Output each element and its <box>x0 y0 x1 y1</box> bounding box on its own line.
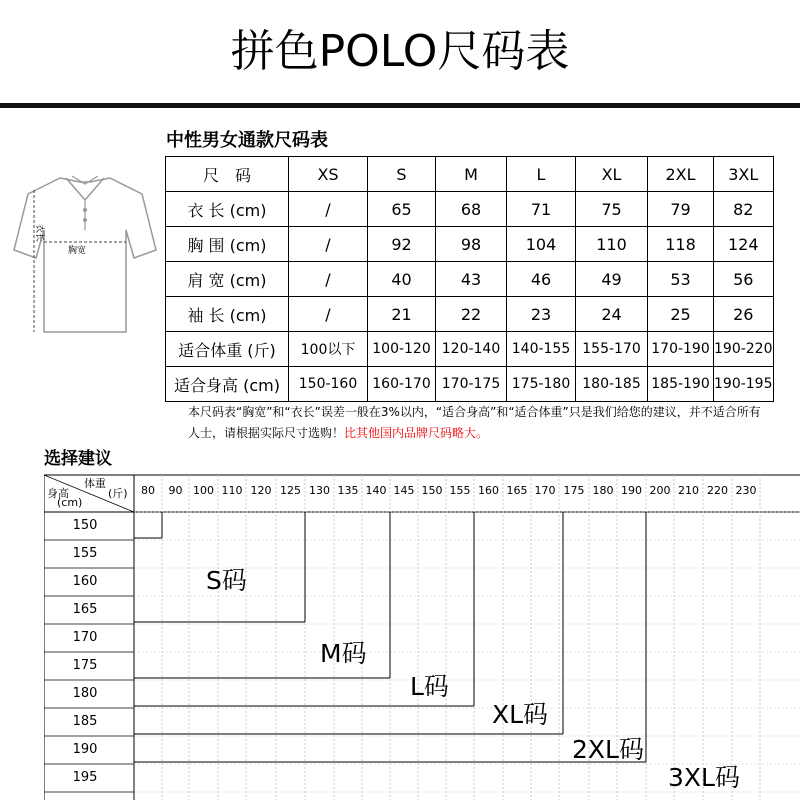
table-cell: 75 <box>576 192 648 227</box>
weight-tick-label: 135 <box>337 484 359 497</box>
table-cell: 71 <box>507 192 576 227</box>
weight-tick-label: 130 <box>309 484 330 497</box>
table-cell: 120-140 <box>436 332 507 367</box>
shirt-length-label: 衣长 <box>34 224 44 243</box>
weight-tick-label: 140 <box>365 484 387 497</box>
table-cell: 56 <box>714 262 774 297</box>
height-unit-label: (cm) <box>57 496 83 509</box>
table-cell: 150-160 <box>289 367 368 402</box>
height-tick-label: 155 <box>72 546 98 561</box>
table-cell: / <box>289 262 368 297</box>
table-header-cell: 2XL <box>648 157 714 192</box>
table-cell: / <box>289 227 368 262</box>
table-header-cell: S <box>368 157 436 192</box>
height-tick-label: 180 <box>72 686 98 701</box>
note-text: 本尺码表“胸宽”和“衣长”误差一般在3%以内，“适合身高”和“适合体重”只是我们给您的建议，并不适合所有人士，请根据实际尺寸选购！ <box>188 405 761 440</box>
size-table <box>165 156 774 402</box>
table-cell: 185-190 <box>648 367 714 402</box>
table-row <box>166 192 774 227</box>
table-cell: 衣 长 (cm) <box>166 192 289 227</box>
note-highlight: 比其他国内品牌尺码略大。 <box>344 426 489 440</box>
table-cell: / <box>289 192 368 227</box>
table-cell: 170-175 <box>436 367 507 402</box>
table-cell: 98 <box>436 227 507 262</box>
table-cell: 49 <box>576 262 648 297</box>
table-cell: 22 <box>436 297 507 332</box>
weight-tick-label: 170 <box>534 484 556 497</box>
zone-label-2xl: 2XL码 <box>572 735 644 764</box>
table-row <box>166 367 774 402</box>
table-cell: 适合身高 (cm) <box>166 367 289 402</box>
weight-tick-label: 210 <box>678 484 699 497</box>
table-header-cell: L <box>507 157 576 192</box>
height-header-label: 身高 <box>47 487 69 500</box>
zone-label-s: S码 <box>206 566 247 595</box>
table-header-row <box>166 157 774 192</box>
table-cell: 180-185 <box>576 367 648 402</box>
table-header-cell: M <box>436 157 507 192</box>
weight-tick-label: 160 <box>478 484 499 497</box>
table-cell: 175-180 <box>507 367 576 402</box>
table-row <box>166 262 774 297</box>
weight-tick-label: 220 <box>707 484 728 497</box>
weight-tick-label: 165 <box>506 484 528 497</box>
table-cell: 170-190 <box>648 332 714 367</box>
table-cell: 92 <box>368 227 436 262</box>
zone-label-xl: XL码 <box>492 700 549 729</box>
table-cell: 79 <box>648 192 714 227</box>
table-cell: 46 <box>507 262 576 297</box>
weight-tick-label: 90 <box>168 484 183 497</box>
weight-tick-label: 100 <box>193 484 214 497</box>
table-cell: / <box>289 297 368 332</box>
height-tick-label: 195 <box>72 770 98 785</box>
table-cell: 110 <box>576 227 648 262</box>
table-cell: 118 <box>648 227 714 262</box>
weight-tick-label: 190 <box>621 484 642 497</box>
height-tick-label: 170 <box>72 630 98 645</box>
table-header-cell: 3XL <box>714 157 774 192</box>
table-cell: 26 <box>714 297 774 332</box>
table-cell: 25 <box>648 297 714 332</box>
table-header-cell: XS <box>289 157 368 192</box>
shirt-chest-label: 胸宽 <box>68 246 87 256</box>
table-cell: 袖 长 (cm) <box>166 297 289 332</box>
weight-tick-label: 200 <box>649 484 671 497</box>
table-row <box>166 227 774 262</box>
table-cell: 68 <box>436 192 507 227</box>
table-cell: 190-220 <box>714 332 774 367</box>
table-cell: 肩 宽 (cm) <box>166 262 289 297</box>
zone-label-l: L码 <box>410 672 449 701</box>
size-selection-chart <box>44 470 800 800</box>
height-tick-label: 175 <box>72 658 98 673</box>
table-cell: 23 <box>507 297 576 332</box>
weight-tick-label: 145 <box>393 484 415 497</box>
weight-tick-label: 80 <box>141 484 155 497</box>
table-row <box>166 332 774 367</box>
table-cell: 124 <box>714 227 774 262</box>
page-title: 拼色POLO尺码表 <box>230 26 570 77</box>
table-cell: 82 <box>714 192 774 227</box>
table-cell: 65 <box>368 192 436 227</box>
table-header-cell: 尺 码 <box>166 157 289 192</box>
height-tick-label: 160 <box>72 574 98 589</box>
table-cell: 160-170 <box>368 367 436 402</box>
weight-tick-label: 155 <box>449 484 471 497</box>
table-cell: 104 <box>507 227 576 262</box>
title-divider <box>0 103 800 108</box>
size-note <box>188 402 768 444</box>
polo-shirt-diagram <box>10 172 160 342</box>
table-cell: 100以下 <box>289 332 368 367</box>
zone-label-3xl: 3XL码 <box>668 763 740 792</box>
weight-tick-label: 150 <box>421 484 443 497</box>
table-cell: 100-120 <box>368 332 436 367</box>
height-tick-label: 150 <box>72 518 98 533</box>
table-cell: 21 <box>368 297 436 332</box>
weight-tick-label: 180 <box>592 484 614 497</box>
table-cell: 24 <box>576 297 648 332</box>
size-table-title: 中性男女通款尺码表 <box>166 130 328 151</box>
table-row <box>166 297 774 332</box>
weight-tick-label: 120 <box>250 484 272 497</box>
weight-tick-label: 125 <box>280 484 301 497</box>
height-tick-label: 190 <box>72 742 98 757</box>
weight-header-label: 体重 <box>84 477 106 490</box>
table-cell: 53 <box>648 262 714 297</box>
height-tick-label: 165 <box>72 602 98 617</box>
table-cell: 140-155 <box>507 332 576 367</box>
table-cell: 40 <box>368 262 436 297</box>
weight-unit-label: (斤) <box>108 487 128 500</box>
table-header-cell: XL <box>576 157 648 192</box>
table-cell: 适合体重 (斤) <box>166 332 289 367</box>
height-tick-label: 185 <box>72 714 98 729</box>
table-cell: 190-195 <box>714 367 774 402</box>
weight-tick-label: 110 <box>221 484 243 497</box>
zone-label-m: M码 <box>320 639 367 668</box>
weight-tick-label: 230 <box>735 484 757 497</box>
table-cell: 胸 围 (cm) <box>166 227 289 262</box>
table-cell: 155-170 <box>576 332 648 367</box>
weight-tick-label: 175 <box>563 484 585 497</box>
selection-title: 选择建议 <box>44 449 112 469</box>
table-cell: 43 <box>436 262 507 297</box>
